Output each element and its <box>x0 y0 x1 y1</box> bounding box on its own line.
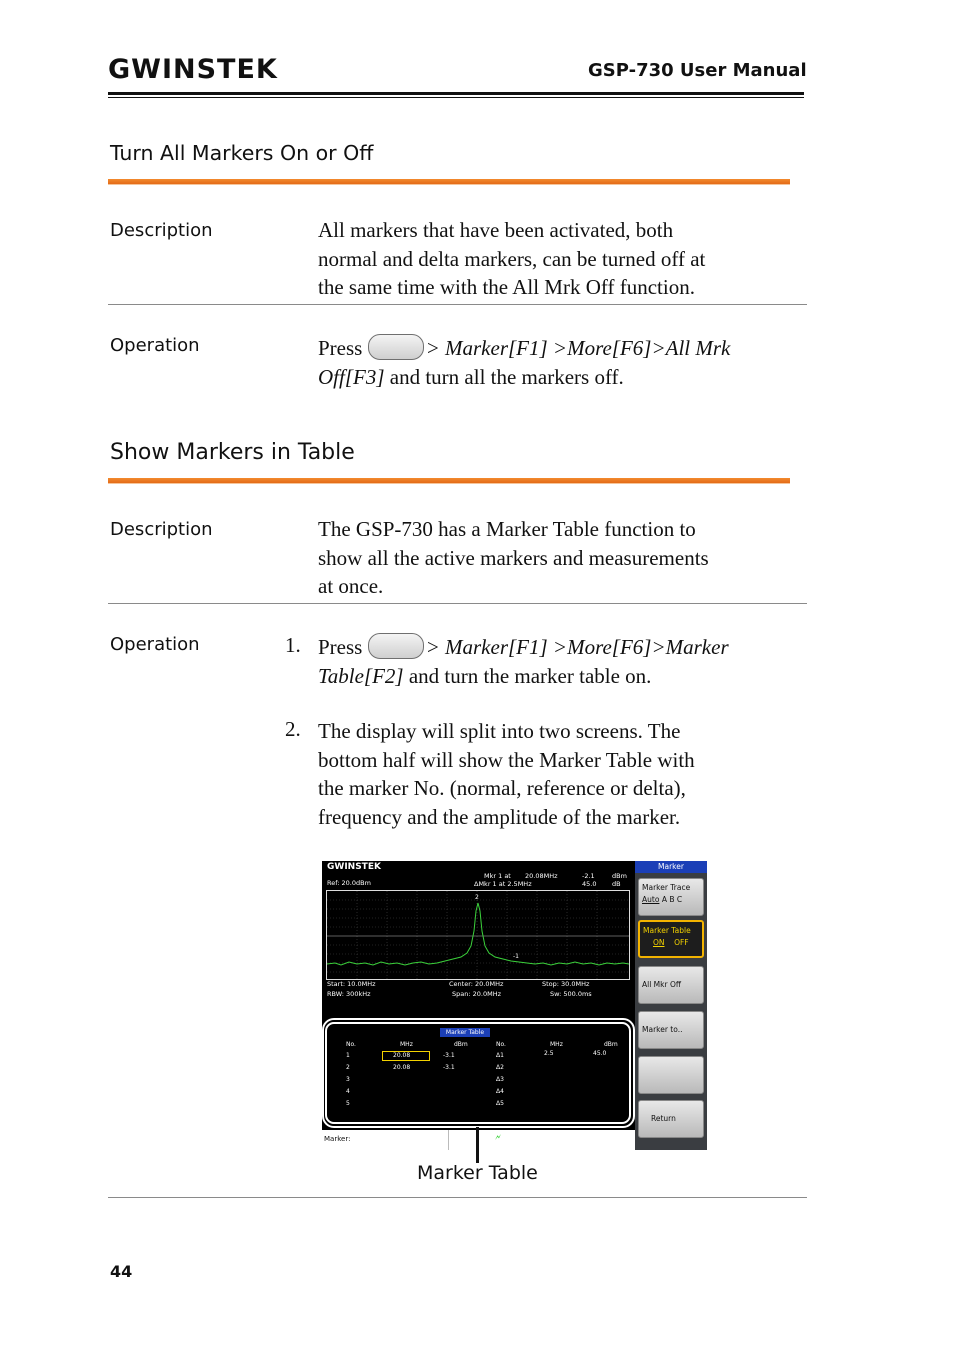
softkey-option-off: OFF <box>674 938 689 947</box>
figure-caption: Marker Table <box>417 1162 538 1184</box>
span: Span: 20.0MHz <box>452 990 501 998</box>
cell-mhz: 20.08 <box>393 1052 411 1059</box>
cell-dbm: -3.1 <box>443 1052 455 1059</box>
marker-status-label: Marker: <box>324 1135 351 1143</box>
caption-pointer-line <box>476 1127 479 1163</box>
cell-delta-dbm: 45.0 <box>593 1050 607 1057</box>
softkey-label: Marker to.. <box>642 1025 683 1034</box>
step-number: 2. <box>285 717 301 741</box>
delta-marker-unit: dB <box>612 880 621 888</box>
delta-marker-label: ΔMkr 1 at 2.5MHz <box>474 880 532 888</box>
section-title-show-markers: Show Markers in Table <box>110 440 355 465</box>
key-sequence-end: Table[F2] <box>318 663 404 688</box>
rbw: RBW: 300kHz <box>327 990 371 998</box>
description-line: The GSP-730 has a Marker Table function to <box>318 517 696 541</box>
table-header: MHz <box>400 1041 413 1048</box>
step2-text <box>318 717 798 831</box>
description-line: the same time with the All Mrk Off function. <box>318 275 695 299</box>
spectrum-trace-svg <box>327 891 629 979</box>
description-label: Description <box>110 220 213 241</box>
status-divider <box>448 1130 449 1150</box>
operation-label: Operation <box>110 335 200 356</box>
cell-delta-no: Δ2 <box>496 1064 504 1071</box>
operation-label: Operation <box>110 634 200 655</box>
row-divider <box>108 603 807 604</box>
marker-key-icon <box>368 334 424 360</box>
softkey-option-on: ON <box>653 938 665 947</box>
description-line: at once. <box>318 574 384 598</box>
marker-table-title: Marker Table <box>440 1028 490 1037</box>
table-header: No. <box>496 1041 506 1048</box>
description-label: Description <box>110 519 213 540</box>
cell-delta-no: Δ3 <box>496 1076 504 1083</box>
stop-freq: Stop: 30.0MHz <box>542 980 590 988</box>
marker1-amp: -2.1 <box>582 872 595 880</box>
cell-no: 3 <box>346 1076 350 1083</box>
analyzer-screenshot <box>322 861 707 1150</box>
step2-line: frequency and the amplitude of the marker. <box>318 804 681 829</box>
softkey-return[interactable] <box>638 1100 704 1138</box>
page-number: 44 <box>110 1262 133 1281</box>
marker-table-frame <box>325 1022 631 1124</box>
cell-delta-no: Δ4 <box>496 1088 504 1095</box>
operation-text <box>318 334 798 391</box>
softkey-options: A B C <box>661 895 683 904</box>
delta-marker-amp: 45.0 <box>582 880 597 888</box>
marker-key-icon <box>368 633 424 659</box>
description-line: normal and delta markers, can be turned off at <box>318 246 706 271</box>
description-line: All markers that have been activated, both <box>318 218 674 242</box>
cell-dbm: -3.1 <box>443 1064 455 1071</box>
softkey-marker-trace[interactable] <box>638 878 704 916</box>
marker1-label: Mkr 1 at <box>484 872 511 880</box>
ref-level: Ref: 20.0dBm <box>327 879 371 887</box>
section-rule <box>108 179 790 185</box>
softkey-panel <box>635 861 707 1150</box>
cell-no: 4 <box>346 1088 350 1095</box>
manual-title: GSP-730 User Manual <box>588 60 807 81</box>
header-rule <box>108 92 804 95</box>
sweep-time: Sw: 500.0ms <box>550 990 592 998</box>
step2-line: bottom half will show the Marker Table with <box>318 747 695 772</box>
softkey-option-auto: Auto <box>642 895 660 904</box>
step2-line: the marker No. (normal, reference or delta), <box>318 776 686 800</box>
cell-no: 5 <box>346 1100 350 1107</box>
description-text <box>318 216 798 302</box>
marker-1-flag: 2 <box>475 894 479 901</box>
step-number: 1. <box>285 633 301 657</box>
marker-2-flag: -1 <box>513 953 519 960</box>
section-title-turn-all-markers: Turn All Markers On or Off <box>110 141 374 165</box>
antenna-icon: 🗲 <box>495 1133 501 1143</box>
row-divider <box>108 1197 807 1198</box>
cell-delta-mhz: 2.5 <box>544 1050 554 1057</box>
section-rule <box>108 478 790 484</box>
softkey-label: Return <box>651 1114 676 1123</box>
step1-text <box>318 633 798 690</box>
center-freq: Center: 20.0MHz <box>449 980 504 988</box>
softkey-blank[interactable] <box>638 1056 704 1094</box>
cell-no: 1 <box>346 1052 350 1059</box>
cell-delta-no: Δ1 <box>496 1052 504 1059</box>
description-text <box>318 515 798 601</box>
marker1-freq: 20.08MHz <box>525 872 558 880</box>
press-word: Press <box>318 635 363 659</box>
step1-tail: and turn the marker table on. <box>408 663 652 688</box>
softkey-label: Marker Trace <box>642 883 691 892</box>
key-sequence-end: Off[F3] <box>318 364 385 389</box>
softkey-all-mkr-off[interactable] <box>638 966 704 1004</box>
softkey-marker-table[interactable] <box>638 920 704 958</box>
key-sequence: > Marker[F1] >More[F6]>Marker <box>425 635 729 659</box>
table-header: No. <box>346 1041 356 1048</box>
cell-mhz: 20.08 <box>393 1064 411 1071</box>
cell-no: 2 <box>346 1064 350 1071</box>
gwinstek-logo: GWINSTEK <box>108 54 278 85</box>
row-divider <box>108 304 807 305</box>
cell-delta-no: Δ5 <box>496 1100 504 1107</box>
softkey-label: All Mkr Off <box>642 980 682 989</box>
softkey-marker-to[interactable] <box>638 1011 704 1049</box>
key-sequence: > Marker[F1] >More[F6]>All Mrk <box>425 336 731 360</box>
press-word: Press <box>318 336 363 360</box>
table-header: dBm <box>604 1041 618 1048</box>
table-header: dBm <box>454 1041 468 1048</box>
step2-line: The display will split into two screens. The <box>318 719 681 743</box>
softkey-menu-title: Marker <box>635 861 707 873</box>
description-line: show all the active markers and measurements <box>318 545 709 570</box>
marker1-unit: dBm <box>612 872 627 880</box>
softkey-label: Marker Table <box>643 926 691 935</box>
table-header: MHz <box>550 1041 563 1048</box>
spectrum-plot <box>326 890 630 980</box>
start-freq: Start: 10.0MHz <box>327 980 376 988</box>
header-rule-thin <box>108 97 804 98</box>
screen-brand-logo: GWINSTEK <box>327 862 381 872</box>
operation-tail: and turn all the markers off. <box>389 364 624 389</box>
